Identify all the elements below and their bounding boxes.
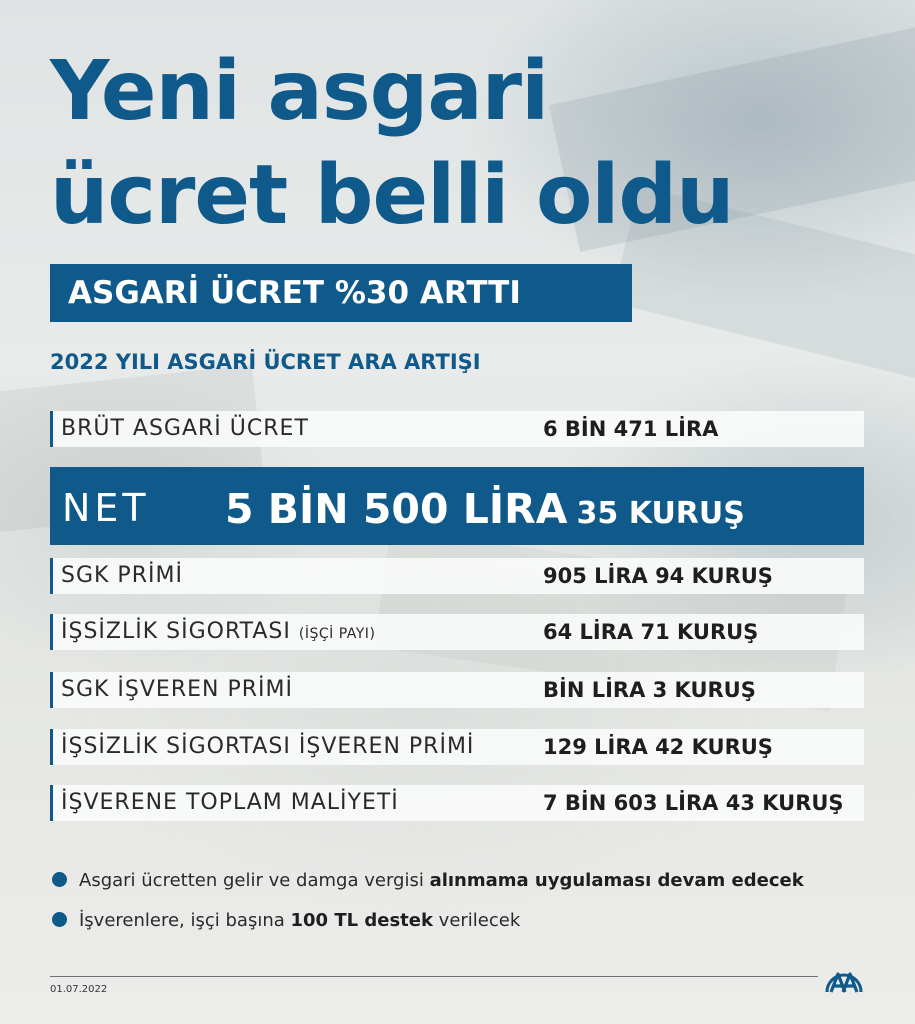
row-value: 905 LİRA 94 KURUŞ (543, 564, 773, 588)
row-label: İŞVERENE TOPLAM MALİYETİ (61, 790, 399, 815)
page-title (50, 40, 733, 248)
table-row-unemployment (50, 614, 864, 650)
title-line-1: Yeni asgari (50, 44, 549, 139)
row-value: 6 BİN 471 LİRA (543, 417, 719, 441)
title-line-2: ücret belli oldu (50, 148, 734, 243)
bullet-after: verilecek (432, 910, 521, 931)
row-label-main: İŞSİZLİK SİGORTASI (61, 619, 291, 644)
row-label: SGK İŞVEREN PRİMİ (61, 677, 293, 702)
row-value: 129 LİRA 42 KURUŞ (543, 735, 773, 759)
increase-banner: ASGARİ ÜCRET %30 ARTTI (50, 264, 632, 322)
table-row-sgk (50, 558, 864, 594)
bullet-dot-icon (52, 912, 67, 927)
row-value: BİN LİRA 3 KURUŞ (543, 678, 756, 702)
row-value: 64 LİRA 71 KURUŞ (543, 620, 759, 644)
publish-date: 01.07.2022 (50, 984, 108, 995)
table-row-brut (50, 411, 864, 447)
row-label (61, 614, 375, 652)
bullet-text: Asgari ücretten gelir ve damga vergisi (79, 870, 430, 891)
bullet-bold: alınmama uygulaması devam edecek (429, 870, 804, 891)
row-value: 7 BİN 603 LİRA 43 KURUŞ (543, 791, 844, 815)
bullet-dot-icon (52, 872, 67, 887)
bullet-text: İşverenlere, işçi başına (79, 910, 291, 931)
footer-divider (50, 976, 818, 977)
section-subtitle: 2022 YILI ASGARİ ÜCRET ARA ARTIŞI (50, 350, 481, 374)
row-label: SGK PRİMİ (61, 563, 183, 588)
list-item (52, 910, 520, 931)
net-value-main: 5 BİN 500 LİRA (225, 485, 568, 533)
row-label-note: (İŞÇİ PAYI) (298, 626, 376, 642)
row-label: BRÜT ASGARİ ÜCRET (61, 416, 309, 441)
row-label: İŞSİZLİK SİGORTASI İŞVEREN PRİMİ (61, 734, 475, 759)
net-wage-row (50, 467, 864, 545)
aa-logo-icon (824, 962, 864, 998)
bullet-bold: 100 TL destek (290, 910, 433, 931)
net-label: NET (62, 486, 150, 530)
table-row-employer-sgk (50, 672, 864, 708)
table-row-total-cost (50, 785, 864, 821)
net-value (225, 467, 745, 560)
table-row-employer-unemployment (50, 729, 864, 765)
net-value-sub: 35 KURUŞ (576, 496, 745, 531)
list-item (52, 870, 804, 891)
